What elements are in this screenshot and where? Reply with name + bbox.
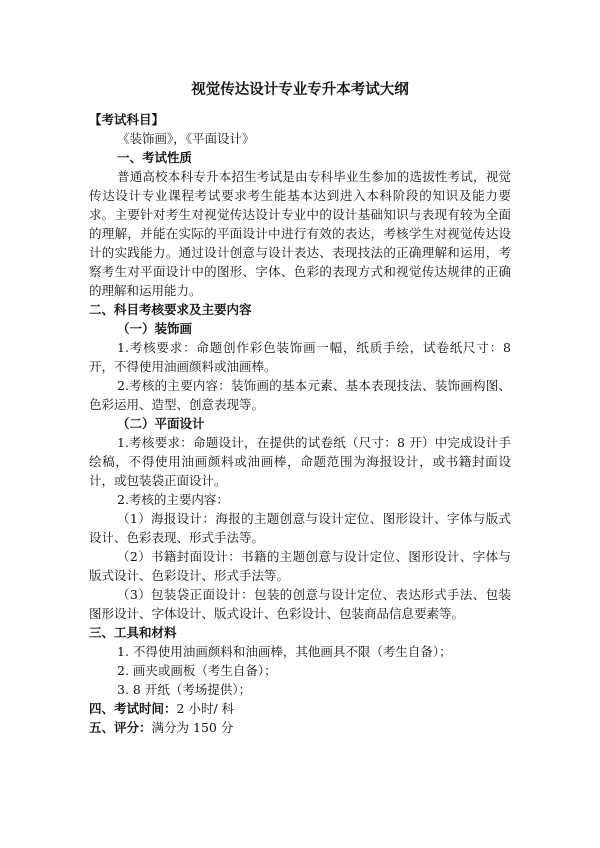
subjects-heading: 【考试科目】 [89, 112, 165, 127]
decorative-heading: （一）装饰画 [117, 321, 193, 336]
tools-item: 2. 画夹或画板（考生自备）； [117, 663, 277, 678]
graphic-content-item: （1）海报设计：海报的主题创意与设计定位、图形设计、字体与版式设计、色彩表现、形式手法等。 [89, 511, 511, 545]
score-value: 满分为 150 分 [151, 720, 234, 735]
graphic-content-item: （2）书籍封面设计：书籍的主题创意与设计定位、图形设计、字体与版式设计、色彩设计、形式手法等。 [89, 549, 511, 583]
graphic-heading: （二）平面设计 [117, 416, 205, 431]
subjects-list: 《装饰画》，《平面设计》 [117, 131, 255, 146]
decorative-content: 2.考核的主要内容：装饰画的基本元素、基本表现技法、装饰画构图、色彩运用、造型、创意表现等。 [89, 378, 511, 412]
exam-time-value: 2 小时/ 科 [176, 701, 235, 716]
graphic-content-heading: 2.考核的主要内容： [117, 492, 229, 507]
graphic-requirement: 1.考核要求：命题设计，在提供的试卷纸（尺寸：8 开）中完成设计手绘稿，不得使用油画颜料或油画棒，命题范围为海报设计，或书籍封面设计，或包装袋正面设计。 [89, 435, 511, 488]
decorative-requirement: 1.考核要求：命题创作彩色装饰画一幅，纸质手绘，试卷纸尺寸：8 开，不得使用油画颜料或油画棒。 [89, 340, 511, 374]
score-label: 五、评分： [89, 720, 152, 735]
nature-text: 普通高校本科专升本招生考试是由专科毕业生参加的选拔性考试，视觉传达设计专业课程考试要求考生能基本达到进入本科阶段的知识及能力要求。主要针对考生对视觉传达设计专业中的设计基础知识与表现有较为全面的理解，并能在实际的平面设计中进行有效的表达，考核学生对视觉传达设计的实践能力。通过设计创意与设计表达、表现技法的正确理解和运用，考察考生对平面设计中的图形、字体、色彩的表现方式和视觉传达规律的正确的理解和运用能力。 [89, 169, 511, 298]
tools-item: 1. 不得使用油画颜料和油画棒，其他画具不限（考生自备）； [117, 644, 452, 659]
document-body [89, 80, 511, 737]
requirements-heading: 二、科目考核要求及主要内容 [89, 302, 252, 317]
graphic-content-item: （3）包装袋正面设计：包装的创意与设计定位、表达形式手法、包装图形设计、字体设计、版式设计、色彩设计、包装商品信息要素等。 [89, 587, 511, 621]
score-line [89, 718, 511, 737]
nature-heading: 一、考试性质 [117, 150, 193, 165]
exam-time-line [89, 699, 511, 718]
tools-item: 3. 8 开纸（考场提供）； [117, 682, 252, 697]
page-title: 视觉传达设计专业专升本考试大纲 [191, 81, 409, 98]
exam-time-label: 四、考试时间： [89, 701, 177, 716]
tools-heading: 三、工具和材料 [89, 625, 177, 640]
